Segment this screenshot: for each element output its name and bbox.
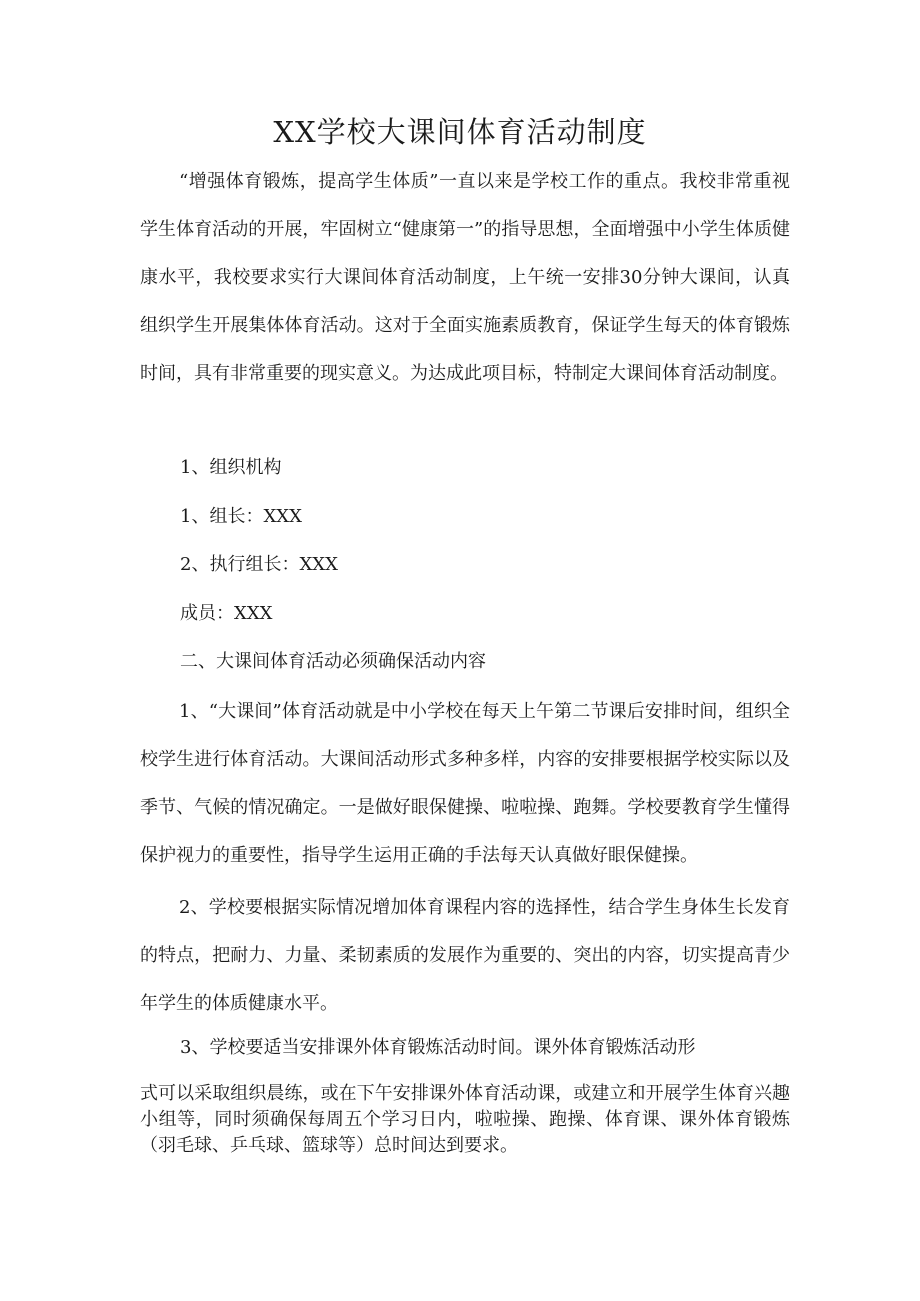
item-1-paragraph: 1、“大课间”体育活动就是中小学校在每天上午第二节课后安排时间，组织全校学生进行体育活动。大课间活动形式多种多样，内容的安排要根据学校实际以及季节、气候的情况确定。一是做好眼保健操、啦啦操、跑舞。学校要教育学生懂得保护视力的重要性，指导学生运用正确的手法每天认真做好眼保健操。 <box>140 701 790 866</box>
members-line: 成员：XXX <box>180 603 273 624</box>
document-title: XX学校大课间体育活动制度 <box>273 115 647 149</box>
item-3-first-line: 3、学校要适当安排课外体育锻炼活动时间。课外体育锻炼活动形 <box>180 1037 696 1058</box>
executive-leader-line: 2、执行组长：XXX <box>180 554 338 575</box>
leader-line: 1、组长：XXX <box>180 506 302 527</box>
intro-paragraph: “增强体育锻炼，提高学生体质”一直以来是学校工作的重点。我校非常重视学生体育活动的开展，牢固树立“健康第一”的指导思想，全面增强中小学生体质健康水平，我校要求实行大课间体育活动制度，上午统一安排30分钟大课间，认真组织学生开展集体体育活动。这对于全面实施素质教育，保证学生每天的体育锻炼时间，具有非常重要的现实意义。为达成此项目标，特制定大课间体育活动制度。 <box>140 171 790 384</box>
section-heading-organization: 1、组织机构 <box>180 457 282 478</box>
section-heading-activities: 二、大课间体育活动必须确保活动内容 <box>180 651 486 672</box>
item-2-paragraph: 2、学校要根据实际情况增加体育课程内容的选择性，结合学生身体生长发育的特点，把耐力、力量、柔韧素质的发展作为重要的、突出的内容，切实提高青少年学生的体质健康水平。 <box>140 897 790 1014</box>
item-3-continuation: 式可以采取组织晨练，或在下午安排课外体育活动课，或建立和开展学生体育兴趣小组等，同时须确保每周五个学习日内，啦啦操、跑操、体育课、课外体育锻炼（羽毛球、乒乓球、篮球等）总时间达到要求。 <box>140 1083 790 1156</box>
